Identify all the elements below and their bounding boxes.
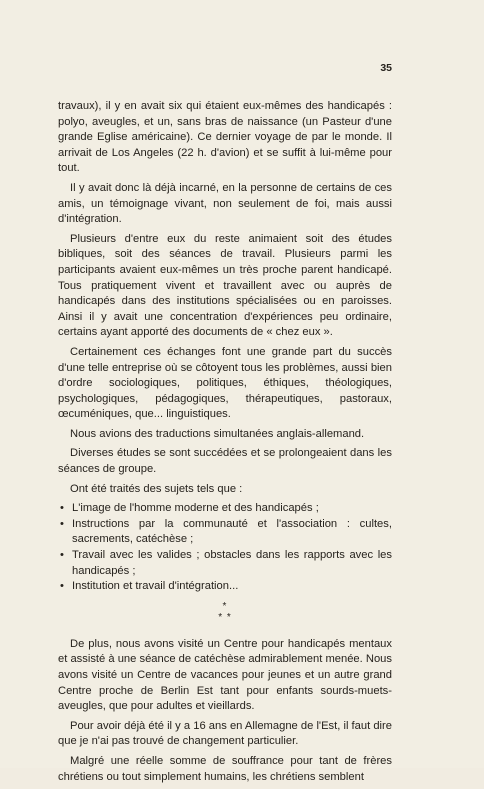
paragraph: Diverses études se sont succédées et se prolongeaient dans les séances de groupe.: [58, 447, 392, 476]
page-number: 35: [380, 62, 392, 74]
asterism-top: *: [222, 600, 228, 612]
list-item: • L'image de l'homme moderne et des handicapés ;: [58, 501, 392, 517]
list-item: • Travail avec les valides ; obstacles dans les rapports avec les handicapés ;: [60, 549, 392, 577]
paragraph: Pour avoir déjà été il y a 16 ans en Allemagne de l'Est, il faut dire que je n'ai pas trouvé de changement particulier.: [58, 719, 392, 748]
paragraph: Nous avions des traductions simultanées anglais-allemand.: [70, 427, 365, 440]
paragraph: Plusieurs d'entre eux du reste animaient soit des études bibliques, soit des séances de travail. Plusieurs parmi les participants avaient eux-mêmes un très proche parent handicapé. Tous pratiquement vivent et travaillent avec ou auprès de handicapés dans des institutions spécialisées ou en paroisses. Ainsi il y avait une concentration d'expériences peu ordinaire, certains ayant apporté des documents de « chez eux ».: [58, 232, 392, 339]
list-item: • Instructions par la communauté et l'association : cultes, sacrements, catéchèse ;: [60, 517, 392, 546]
bullet-icon: •: [60, 502, 64, 515]
paragraph: travaux), il y en avait six qui étaient eux-mêmes des handicapés : polyo, aveugles, et un, sans bras de naissance (un Pasteur d'une grande Eglise américaine). Ce dernier voyage de par le monde. Il arrivait de Los Angeles (22 h. d'avion) et se suffit à lui-même pour tout.: [58, 100, 392, 175]
paragraph: Il y avait donc là déjà incarné, en la personne de certains de ces amis, un témoignage vivant, non seulement de foi, mais aussi d'intégration.: [58, 181, 392, 226]
section-separator: [58, 601, 392, 623]
paragraph: Certainement ces échanges font une grande part du succès d'une telle entreprise où se côtoyent tous les problèmes, aussi bien d'ordre sociologiques, politiques, éthiques, théologiques, psychologiques, pédagogiques, thérapeutiques, pastoraux, œcuméniques, que... linguistiques.: [58, 345, 392, 421]
paragraph: Ont été traités des sujets tels que :: [70, 482, 243, 495]
topics-list: [58, 501, 392, 595]
paragraph: Malgré une réelle somme de souffrance pour tant de frères chrétiens ou tout simplement humains, les chrétiens semblent: [58, 754, 392, 783]
paragraph: De plus, nous avons visité un Centre pour handicapés mentaux et assisté à une séance de catéchèse admirablement menée. Nous avons visité un Centre de vacances pour jeunes et un autre grand Centre proche de Berlin Est tant pour enfants sourds-muets-aveugles, que pour adultes et vieillards.: [58, 637, 392, 713]
bullet-icon: •: [60, 517, 64, 530]
list-item: • Institution et travail d'intégration...: [58, 579, 392, 595]
bullet-icon: •: [60, 580, 64, 593]
body-text: [58, 99, 392, 789]
bullet-icon: •: [60, 549, 64, 562]
asterism-bottom: * *: [218, 611, 232, 623]
